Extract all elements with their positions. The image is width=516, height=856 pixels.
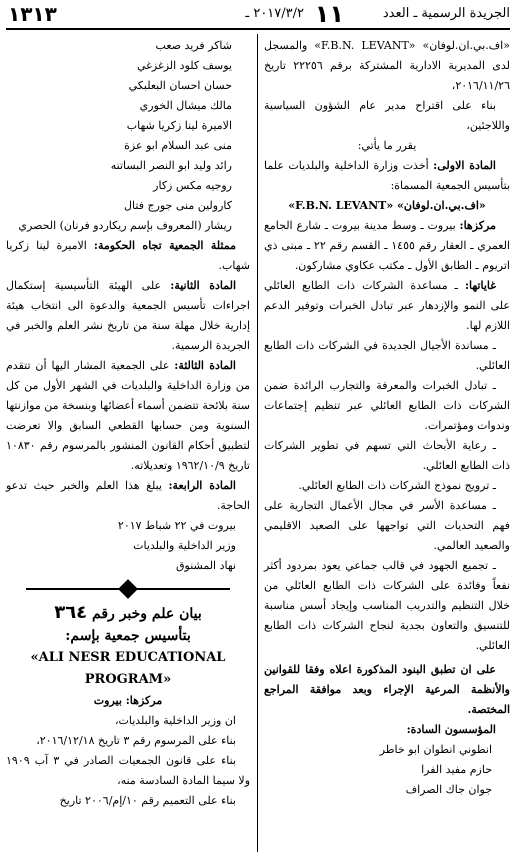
founder-name: جوان جاك الصراف [405,783,492,796]
announcement-subtitle: بتأسيس جمعية بإسم: [65,628,191,644]
article-two-text: على الهيئة التأسيسية إستكمال اجراءات تأسيس الجمعية والدعوة الى انتخاب هيئة إدارية خلال مهلة سنة من تاريخ نشر العلم والخبر في الجريدة الرسمية. [6,279,250,352]
announcement-number: ٣٦٤ [54,602,88,623]
announcement-name-en-line2: PROGRAM» [84,672,172,687]
goal-item: ـ مساندة الأجيال الجديدة في الشركات ذات الطابع العائلي. [264,339,510,372]
goals-label: غاياتها: [464,279,496,292]
goal-item: ـ ترويج نموذج الشركات ذات الطابع العائلي. [298,479,496,492]
signature-place-date: بيروت في ٢٢ شباط ٢٠١٧ [117,519,236,532]
announcement-title-text: بيان علم وخبر رقم [87,606,202,622]
article-four-label: المادة الرابعة: [168,479,236,492]
article-three-label: المادة الثالثة: [174,359,236,372]
founder-name: شاكر فريد صعب [155,39,232,52]
goal-item: ـ رعاية الأبحاث التي تسهم في تطوير الشركات ذات الطابع العائلي. [264,439,510,472]
founder-name: مالك ميشال الخوري [139,99,232,112]
proposal-paragraph: بناء على اقتراح مدير عام الشؤون السياسية واللاجئين، [264,99,510,132]
headquarters-label: مركزها: [459,219,496,232]
founder-name: حسان احسان البعلبكي [128,79,232,92]
article-one [264,156,510,196]
association-name: «اف.بي.ان.لوفان» «F.B.N. LEVANT» [288,199,486,212]
founder-name: منى عبد السلام ابو عزة [124,139,232,152]
headquarters-text: بيروت ـ وسط مدينة بيروت ـ شارع الجامع العمري ـ العقار رقم ١٤٥٥ ـ القسم رقم ٢٢ ـ مبنى ذي اتريوم ـ الطابق الأول ـ مكتب عكاوي مشاركون. [264,219,510,272]
founder-name: ريشار (المعروف بإسم ريكاردو فرنان) الحصري [18,219,232,232]
founder-name: كارولين منى جورج فتال [124,199,232,212]
column-divider [257,34,258,852]
gazette-title: الجريدة الرسمية ـ العدد [382,6,510,21]
goal-item: ـ تجميع الجهود في قالب جماعي يعود بمردود أكثر نفعاً وفائدة على الشركات ذات الطابع العائلي من خلال التنظيم والتدريب المناسب وإيجاد أسس مناسبة للتنسيق والتعاون بجدية لنجاح الشركات ذات الطابع العائلي. [264,559,510,652]
announcement-paragraph: ان وزير الداخلية والبلديات، [114,714,236,727]
announcement-title [6,602,250,625]
decides-line: يقرر ما يأتي: [357,139,417,152]
article-one-text: أخذت وزارة الداخلية والبلديات علما بتأسيس الجمعية المسماة: [264,159,510,192]
article-four-text: يبلغ هذا العلم والخبر حيث تدعو الحاجة. [6,479,250,512]
right-column [264,36,510,800]
signature-name: نهاد المشنوق [176,559,236,572]
article-three-text: على الجمعية المشار اليها أن تتقدم من وزارة الداخلية والبلديات في الشهر الأول من كل سنة بلائحة تتضمن أسماء أعضائها وبنسخة من موازنتها السنوية ومن حسابها القطعي السابق والا تعرضت لتطبيق أحكام القانون المنشور بالمرسوم رقم ١٠٨٣٠ تاريخ ١٩٦٢/١٠/٩ وتعديلاته. [6,359,250,472]
goal-item: ـ تبادل الخبرات والمعرفة والتجارب الرائدة ضمن الشركات ذات الطابع العائلي عبر تنظيم إجتماعات وندوات ومؤتمرات. [264,379,510,432]
application-clause: على ان تطبق البنود المذكورة اعلاه وفقا للقوانين والأنظمة المرعية الإجراء وبعد موافقة المراجع المختصة. [264,663,510,716]
government-representative [6,236,250,276]
goals-text: ـ مساعدة الشركات ذات الطابع العائلي على النمو والإزدهار عبر تبادل الخبرات وتوفير الدعم اللازم لها. [264,279,510,332]
issue-number: ١١ [314,0,344,28]
article-two-label: المادة الثانية: [170,279,237,292]
announcement-paragraph: بناء على التعميم رقم ١٠/إم/٢٠٠٦ تاريخ [59,794,236,807]
announcement-paragraph: بناء على المرسوم رقم ٣ تاريخ ٢٠١٦/١٢/١٨، [36,734,236,747]
announcement-paragraph: بناء على قانون الجمعيات الصادر في ٣ آب ١٩٠٩ ولا سيما المادة السادسة منه، [6,754,250,787]
diamond-ornament-icon [118,579,138,599]
announcement-name-en-line1: «ALI NESR EDUCATIONAL [30,650,226,665]
founder-name: يوسف كلود الزغزغي [136,59,232,72]
article-one-label: المادة الاولى: [433,159,496,172]
founder-name: الاميرة لينا زكريا شهاب [126,119,232,132]
issue-date: ٢٠١٧/٣/٢ ـ [245,6,304,21]
founder-name: انطوني انطوان ابو خاطر [379,743,492,756]
article-two [6,276,250,356]
article-four [6,476,250,516]
goals [264,276,510,336]
founder-name: روجيه مكس زكار [153,179,232,192]
left-column [6,36,250,811]
founders-label: المؤسسون السادة: [406,723,496,736]
representative-label: ممثلة الجمعية تجاه الحكومة: [93,239,236,252]
page-number: ١٣١٣ [8,2,57,26]
goal-item: ـ مساعدة الأسر في مجال الأعمال التجارية على فهم التحديات التي تواجهها على الصعيد الاقليمي والصعيد العالمي. [264,499,510,552]
headquarters [264,216,510,276]
article-three [6,356,250,476]
registration-paragraph: «اف.بي.ان.لوفان» «F.B.N. LEVANT» والمسجل لدى المديرية الادارية المشتركة برقم ٢٢٢٥٦ تاريخ ٢٠١٦/١١/٢٦، [264,39,511,92]
section-separator [6,582,250,596]
announcement-headquarters: مركزها: بيروت [93,694,163,707]
signature-title: وزير الداخلية والبلديات [133,539,236,552]
page-header [6,2,510,30]
founder-name: رائد وليد ابو النصر البساتنه [110,159,232,172]
founder-name: حازم مفيد الفرا [421,763,492,776]
representative-text: الاميرة لينا زكريا شهاب. [6,239,250,272]
